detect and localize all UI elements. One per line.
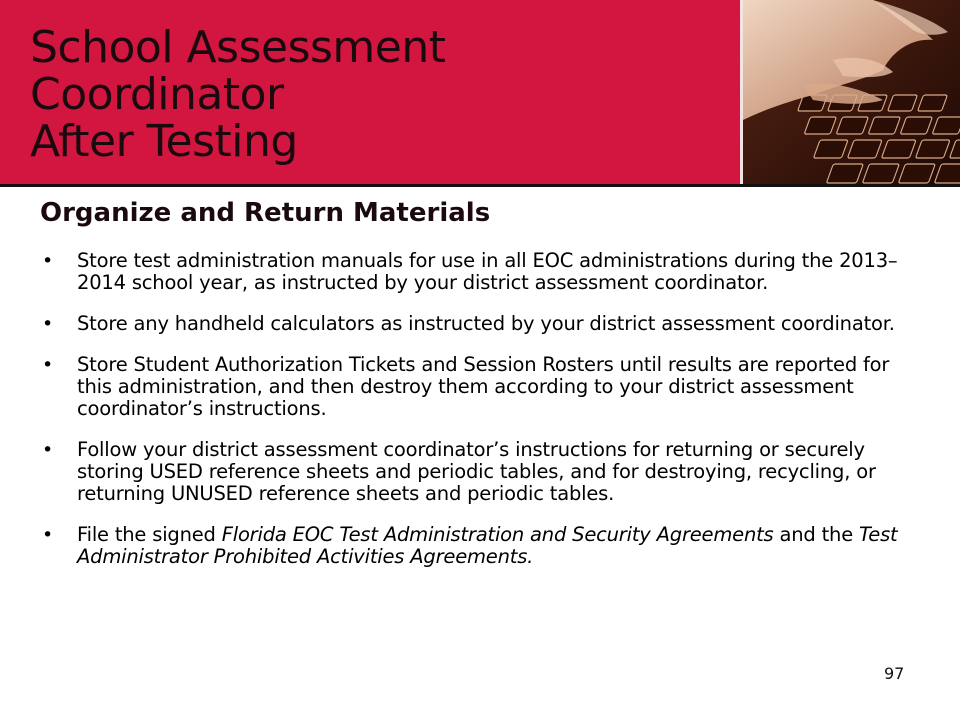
list-item (40, 354, 920, 420)
page-number: 97 (884, 664, 905, 683)
title-line-3: After Testing (30, 116, 298, 167)
bullet-text: Store test administration manuals for use in all EOC administrations during the 2013–2014 school year, as instructed by your district assessment coordinator. (77, 249, 898, 294)
list-item (40, 524, 920, 568)
title-line-2: Coordinator (30, 69, 284, 120)
title-line-1: School Assessment (30, 22, 446, 73)
header-rule (0, 184, 960, 187)
bullet-text: Store Student Authorization Tickets and Session Rosters until results are reported for this administration, and then destroy them according to your district assessment coordinator’s instructions. (77, 353, 890, 420)
agreement-title-1: Florida EOC Test Administration and Security Agreements (221, 523, 774, 546)
bullet-icon: • (42, 354, 54, 376)
bullet-text-middle: and the (773, 523, 859, 546)
bullet-text-prefix: File the signed (77, 523, 222, 546)
bullet-icon: • (42, 313, 54, 335)
bullet-icon: • (42, 524, 54, 546)
bullet-icon: • (42, 250, 54, 272)
section-heading: Organize and Return Materials (40, 198, 491, 228)
agreement-title-2: Test Administrator Prohibited Activities Agreements. (77, 523, 898, 568)
bullet-text: Follow your district assessment coordinator’s instructions for returning or securely storing USED reference sheets and periodic tables, and for destroying, recycling, or returning UNUSED reference sheets and periodic tables. (77, 438, 876, 505)
list-item (40, 313, 920, 335)
bullet-list (40, 250, 920, 587)
bullet-icon: • (42, 439, 54, 461)
bullet-text: Store any handheld calculators as instructed by your district assessment coordinator. (77, 312, 895, 335)
slide-title (30, 24, 730, 165)
list-item (40, 439, 920, 505)
keyboard-photo (743, 0, 960, 186)
list-item (40, 250, 920, 294)
